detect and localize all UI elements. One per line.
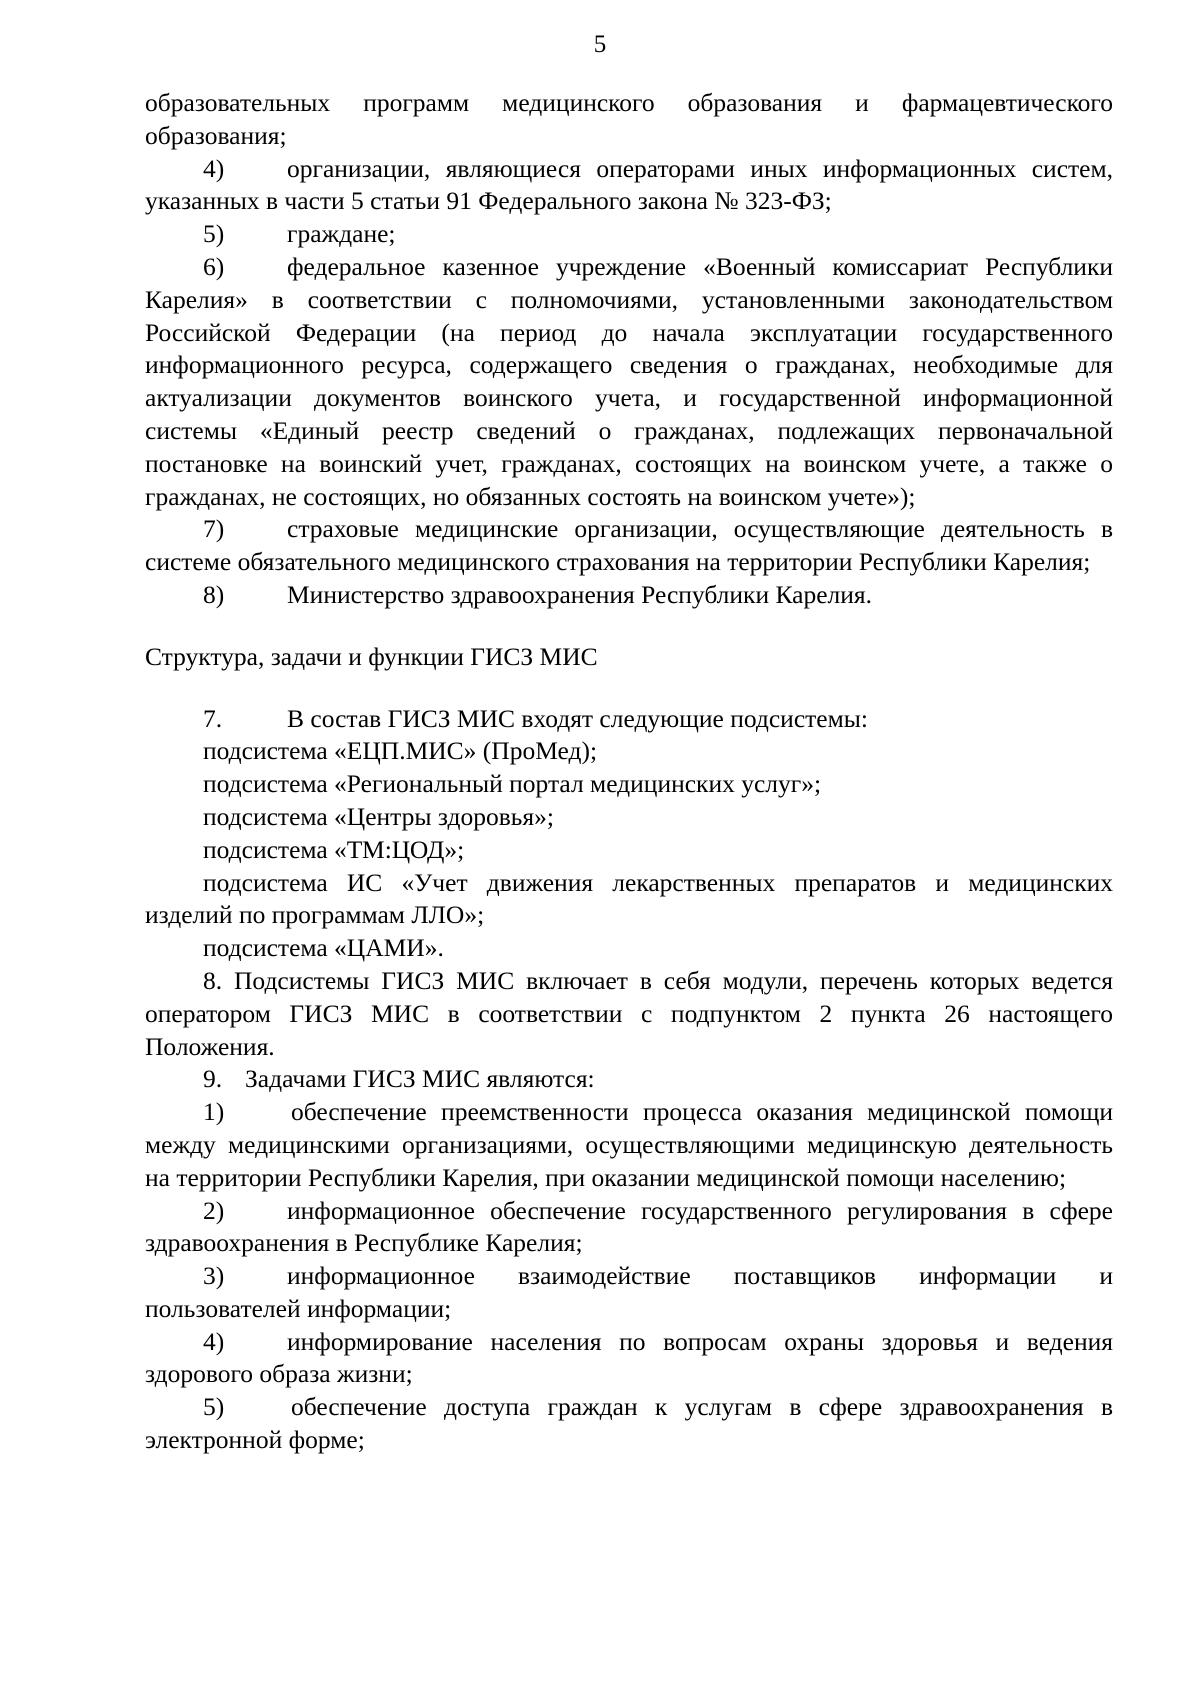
task-text: обеспечение доступа граждан к услугам в сфере здравоохранения в электронной форме; (145, 1392, 1113, 1455)
task-item (145, 1260, 1113, 1326)
list-item (145, 153, 1113, 219)
list-item-number: 7) (203, 514, 225, 544)
task-text: информирование населения по вопросам охраны здоровья и ведения здорового образа жизни; (145, 1326, 1113, 1389)
clause-8: 8. Подсистемы ГИСЗ МИС включает в себя модули, перечень которых ведется оператором ГИСЗ МИС в соответствии с подпунктом 2 пункта 26 настоящего Положения. (145, 965, 1113, 1061)
clause-text: Задачами ГИСЗ МИС являются: (245, 1064, 595, 1094)
subsystem-item: подсистема ИС «Учет движения лекарственных препаратов и медицинских изделий по программам ЛЛО»; (145, 867, 1113, 930)
task-number: 4) (203, 1326, 225, 1356)
task-number: 5) (203, 1392, 225, 1422)
subsystem-item: подсистема «Центры здоровья»; (203, 801, 554, 831)
subsystem-item: подсистема «ЦАМИ». (203, 933, 444, 963)
task-number: 1) (203, 1097, 225, 1127)
clause-9 (145, 1063, 1113, 1096)
list-item (145, 251, 1113, 513)
task-number: 3) (203, 1261, 225, 1291)
task-text: информационное обеспечение государственного регулирования в сфере здравоохранения в Республике Карелия; (145, 1195, 1113, 1258)
subsystem-item: подсистема «ТМ:ЦОД»; (203, 834, 465, 864)
list-item-text: федеральное казенное учреждение «Военный комиссариат Республики Карелия» в соответствии с полномочиями, установленными законодательством Российской Федерации (на период до начала эксплуатации государственного информационного ресурса, содержащего сведения о гражданах, необходимые для актуализации документов воинского учета, и государственной информационной системы «Единый реестр сведений о гражданах, подлежащих первоначальной постановке на воинский учет, гражданах, состоящих на воинском учете, а также о гражданах, не состоящих, но обязанных состоять на воинском учете»); (145, 251, 1113, 511)
list-item (145, 218, 1113, 251)
list-item-number: 8) (203, 579, 225, 609)
task-text: обеспечение преемственности процесса оказания медицинской помощи между медицинскими организациями, осуществляющими медицинскую деятельность на территории Республики Карелия, при оказании медицинской помощи населению; (145, 1097, 1113, 1192)
list-item-text: страховые медицинские организации, осуществляющие деятельность в системе обязательного медицинского страхования на территории Республики Карелия; (145, 514, 1113, 577)
page-number: 5 (593, 31, 607, 58)
paragraph-text: образовательных программ медицинского образования и фармацевтического образования; (145, 88, 1113, 150)
subsystem-item: подсистема «ЕЦП.МИС» (ПроМед); (203, 736, 598, 766)
list-item (145, 513, 1113, 579)
task-item (145, 1096, 1113, 1194)
list-item-text: организации, являющиеся операторами иных информационных систем, указанных в части 5 статьи 91 Федерального закона № 323-ФЗ; (145, 153, 1113, 216)
list-item-number: 5) (203, 219, 225, 249)
task-item (145, 1326, 1113, 1392)
paragraph-continuation (145, 87, 1113, 153)
task-item (145, 1391, 1113, 1457)
document-body (145, 87, 1113, 1457)
clause-7 (145, 703, 1113, 736)
subsystem-item: подсистема «Региональный портал медицинских услуг»; (203, 769, 822, 799)
clause-number: 7. (203, 703, 223, 733)
task-number: 2) (203, 1195, 225, 1225)
list-item-number: 6) (203, 251, 225, 281)
section-heading: Структура, задачи и функции ГИСЗ МИС (145, 641, 598, 671)
list-item-number: 4) (203, 153, 225, 183)
task-item (145, 1195, 1113, 1261)
list-item (145, 579, 1113, 612)
task-text: информационное взаимодействие поставщиков информации и пользователей информации; (145, 1261, 1113, 1323)
clause-number: 9. (203, 1064, 223, 1094)
list-item-text: Министерство здравоохранения Республики Карелия. (287, 579, 872, 609)
clause-text: В состав ГИСЗ МИС входят следующие подсистемы: (287, 703, 868, 733)
list-item-text: граждане; (287, 219, 396, 249)
